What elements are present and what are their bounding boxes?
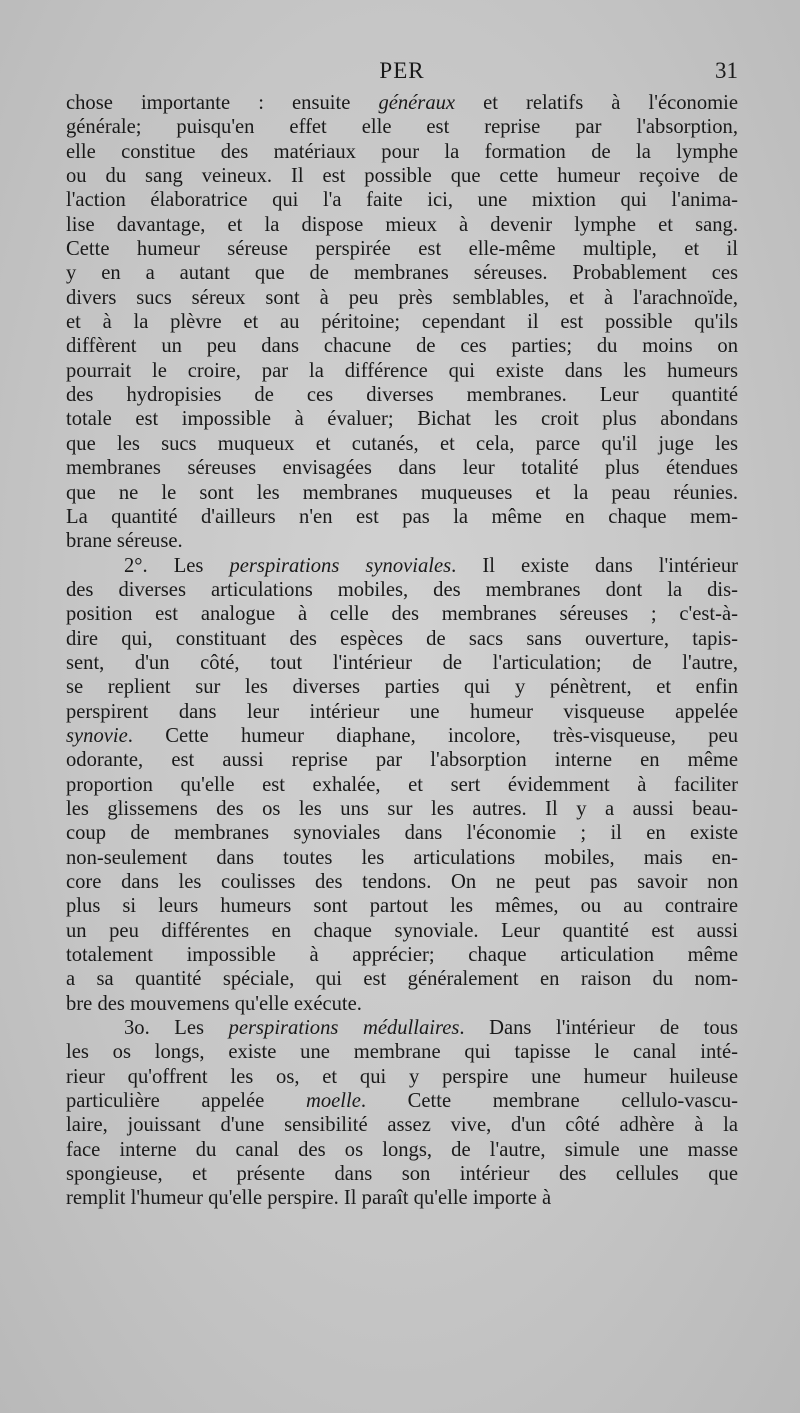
text-line: que les sucs muqueux et cutanés, et cela, parce qu'il juge les xyxy=(66,432,738,455)
text-line: rieur qu'offrent les os, et qui y perspire une humeur huileuse xyxy=(66,1065,738,1088)
text-line: y en a autant que de membranes séreuses. Probablement ces xyxy=(66,262,738,285)
text-line: un peu différentes en chaque synoviale. Leur quantité est aussi xyxy=(66,919,738,942)
text-line: brane séreuse. xyxy=(66,530,183,553)
text-line: diffèrent un peu dans chacune de ces parties; du moins on xyxy=(66,335,738,358)
text-line: 3o. Les perspirations médullaires. Dans l'intérieur de tous xyxy=(124,1017,738,1040)
text-line: lise davantage, et la dispose mieux à devenir lymphe et sang. xyxy=(66,213,738,236)
text-line: des diverses articulations mobiles, des membranes dont la dis- xyxy=(66,578,738,601)
text-line: non-seulement dans toutes les articulations mobiles, mais en- xyxy=(66,846,738,869)
text-line: dire qui, constituant des espèces de sacs sans ouverture, tapis- xyxy=(66,627,738,650)
text-line: les os longs, existe une membrane qui tapisse le canal inté- xyxy=(66,1041,738,1064)
text-line: synovie. Cette humeur diaphane, incolore, très-visqueuse, peu xyxy=(66,724,738,747)
text-line: l'action élaboratrice qui l'a faite ici, une mixtion qui l'anima- xyxy=(66,189,738,212)
text-line: ou du sang veineux. Il est possible que cette humeur reçoive de xyxy=(66,165,738,188)
text-line: générale; puisqu'en effet elle est reprise par l'absorption, xyxy=(66,116,738,139)
text-line: membranes séreuses envisagées dans leur totalité plus étendues xyxy=(66,457,738,480)
text-line: face interne du canal des os longs, de l'autre, simule une masse xyxy=(66,1138,738,1161)
text-line: proportion qu'elle est exhalée, et sert évidemment à faciliter xyxy=(66,773,738,796)
text-line: des hydropisies de ces diverses membranes. Leur quantité xyxy=(66,384,738,407)
text-line: core dans les coulisses des tendons. On ne peut pas savoir non xyxy=(66,871,738,893)
text-line: position est analogue à celle des membranes séreuses ; c'est-à- xyxy=(66,603,738,626)
text-line: odorante, est aussi reprise par l'absorption interne en même xyxy=(66,749,738,772)
text-line: a sa quantité spéciale, qui est généralement en raison du nom- xyxy=(66,968,738,991)
text-line: que ne le sont les membranes muqueuses et la peau réunies. xyxy=(66,481,738,504)
text-line: totale est impossible à évaluer; Bichat les croit plus abondans xyxy=(66,408,738,431)
text-line: remplit l'humeur qu'elle perspire. Il paraît qu'elle importe à xyxy=(66,1187,552,1210)
text-line: Cette humeur séreuse perspirée est elle-même multiple, et il xyxy=(66,238,738,261)
text-line: spongieuse, et présente dans son intérieur des cellules que xyxy=(66,1163,738,1186)
text-line: 2°. Les perspirations synoviales. Il existe dans l'intérieur xyxy=(124,554,738,577)
text-line: pourrait le croire, par la différence qui existe dans les humeurs xyxy=(66,359,738,382)
running-head: PER xyxy=(379,58,425,83)
text-line: totalement impossible à apprécier; chaque articulation même xyxy=(66,944,738,967)
text-line: les glissemens des os les uns sur les autres. Il y a aussi beau- xyxy=(66,797,738,820)
text-line: perspirent dans leur intérieur une humeur visqueuse appelée xyxy=(66,700,738,723)
text-line: chose importante : ensuite généraux et relatifs à l'économie xyxy=(66,92,738,114)
text-line: coup de membranes synoviales dans l'économie ; il en existe xyxy=(66,822,738,845)
text-line: laire, jouissant d'une sensibilité assez vive, d'un côté adhère à la xyxy=(66,1114,738,1137)
text-line: La quantité d'ailleurs n'en est pas la même en chaque mem- xyxy=(66,505,738,528)
body-text xyxy=(66,91,738,1211)
text-line: bre des mouvemens qu'elle exécute. xyxy=(66,992,362,1015)
page-header xyxy=(66,58,738,88)
page-number: 31 xyxy=(715,58,738,83)
text-line: plus si leurs humeurs sont partout les mêmes, ou au contraire xyxy=(66,895,738,918)
text-line: divers sucs séreux sont à peu près semblables, et à l'arachnoïde, xyxy=(66,286,738,309)
text-line: se replient sur les diverses parties qui y pénètrent, et enfin xyxy=(66,676,738,699)
text-line: elle constitue des matériaux pour la formation de la lymphe xyxy=(66,140,738,163)
text-line: et à la plèvre et au péritoine; cependant il est possible qu'ils xyxy=(66,311,738,334)
text-line: particulière appelée moelle. Cette membrane cellulo-vascu- xyxy=(66,1090,738,1113)
text-line: sent, d'un côté, tout l'intérieur de l'articulation; de l'autre, xyxy=(66,651,738,674)
